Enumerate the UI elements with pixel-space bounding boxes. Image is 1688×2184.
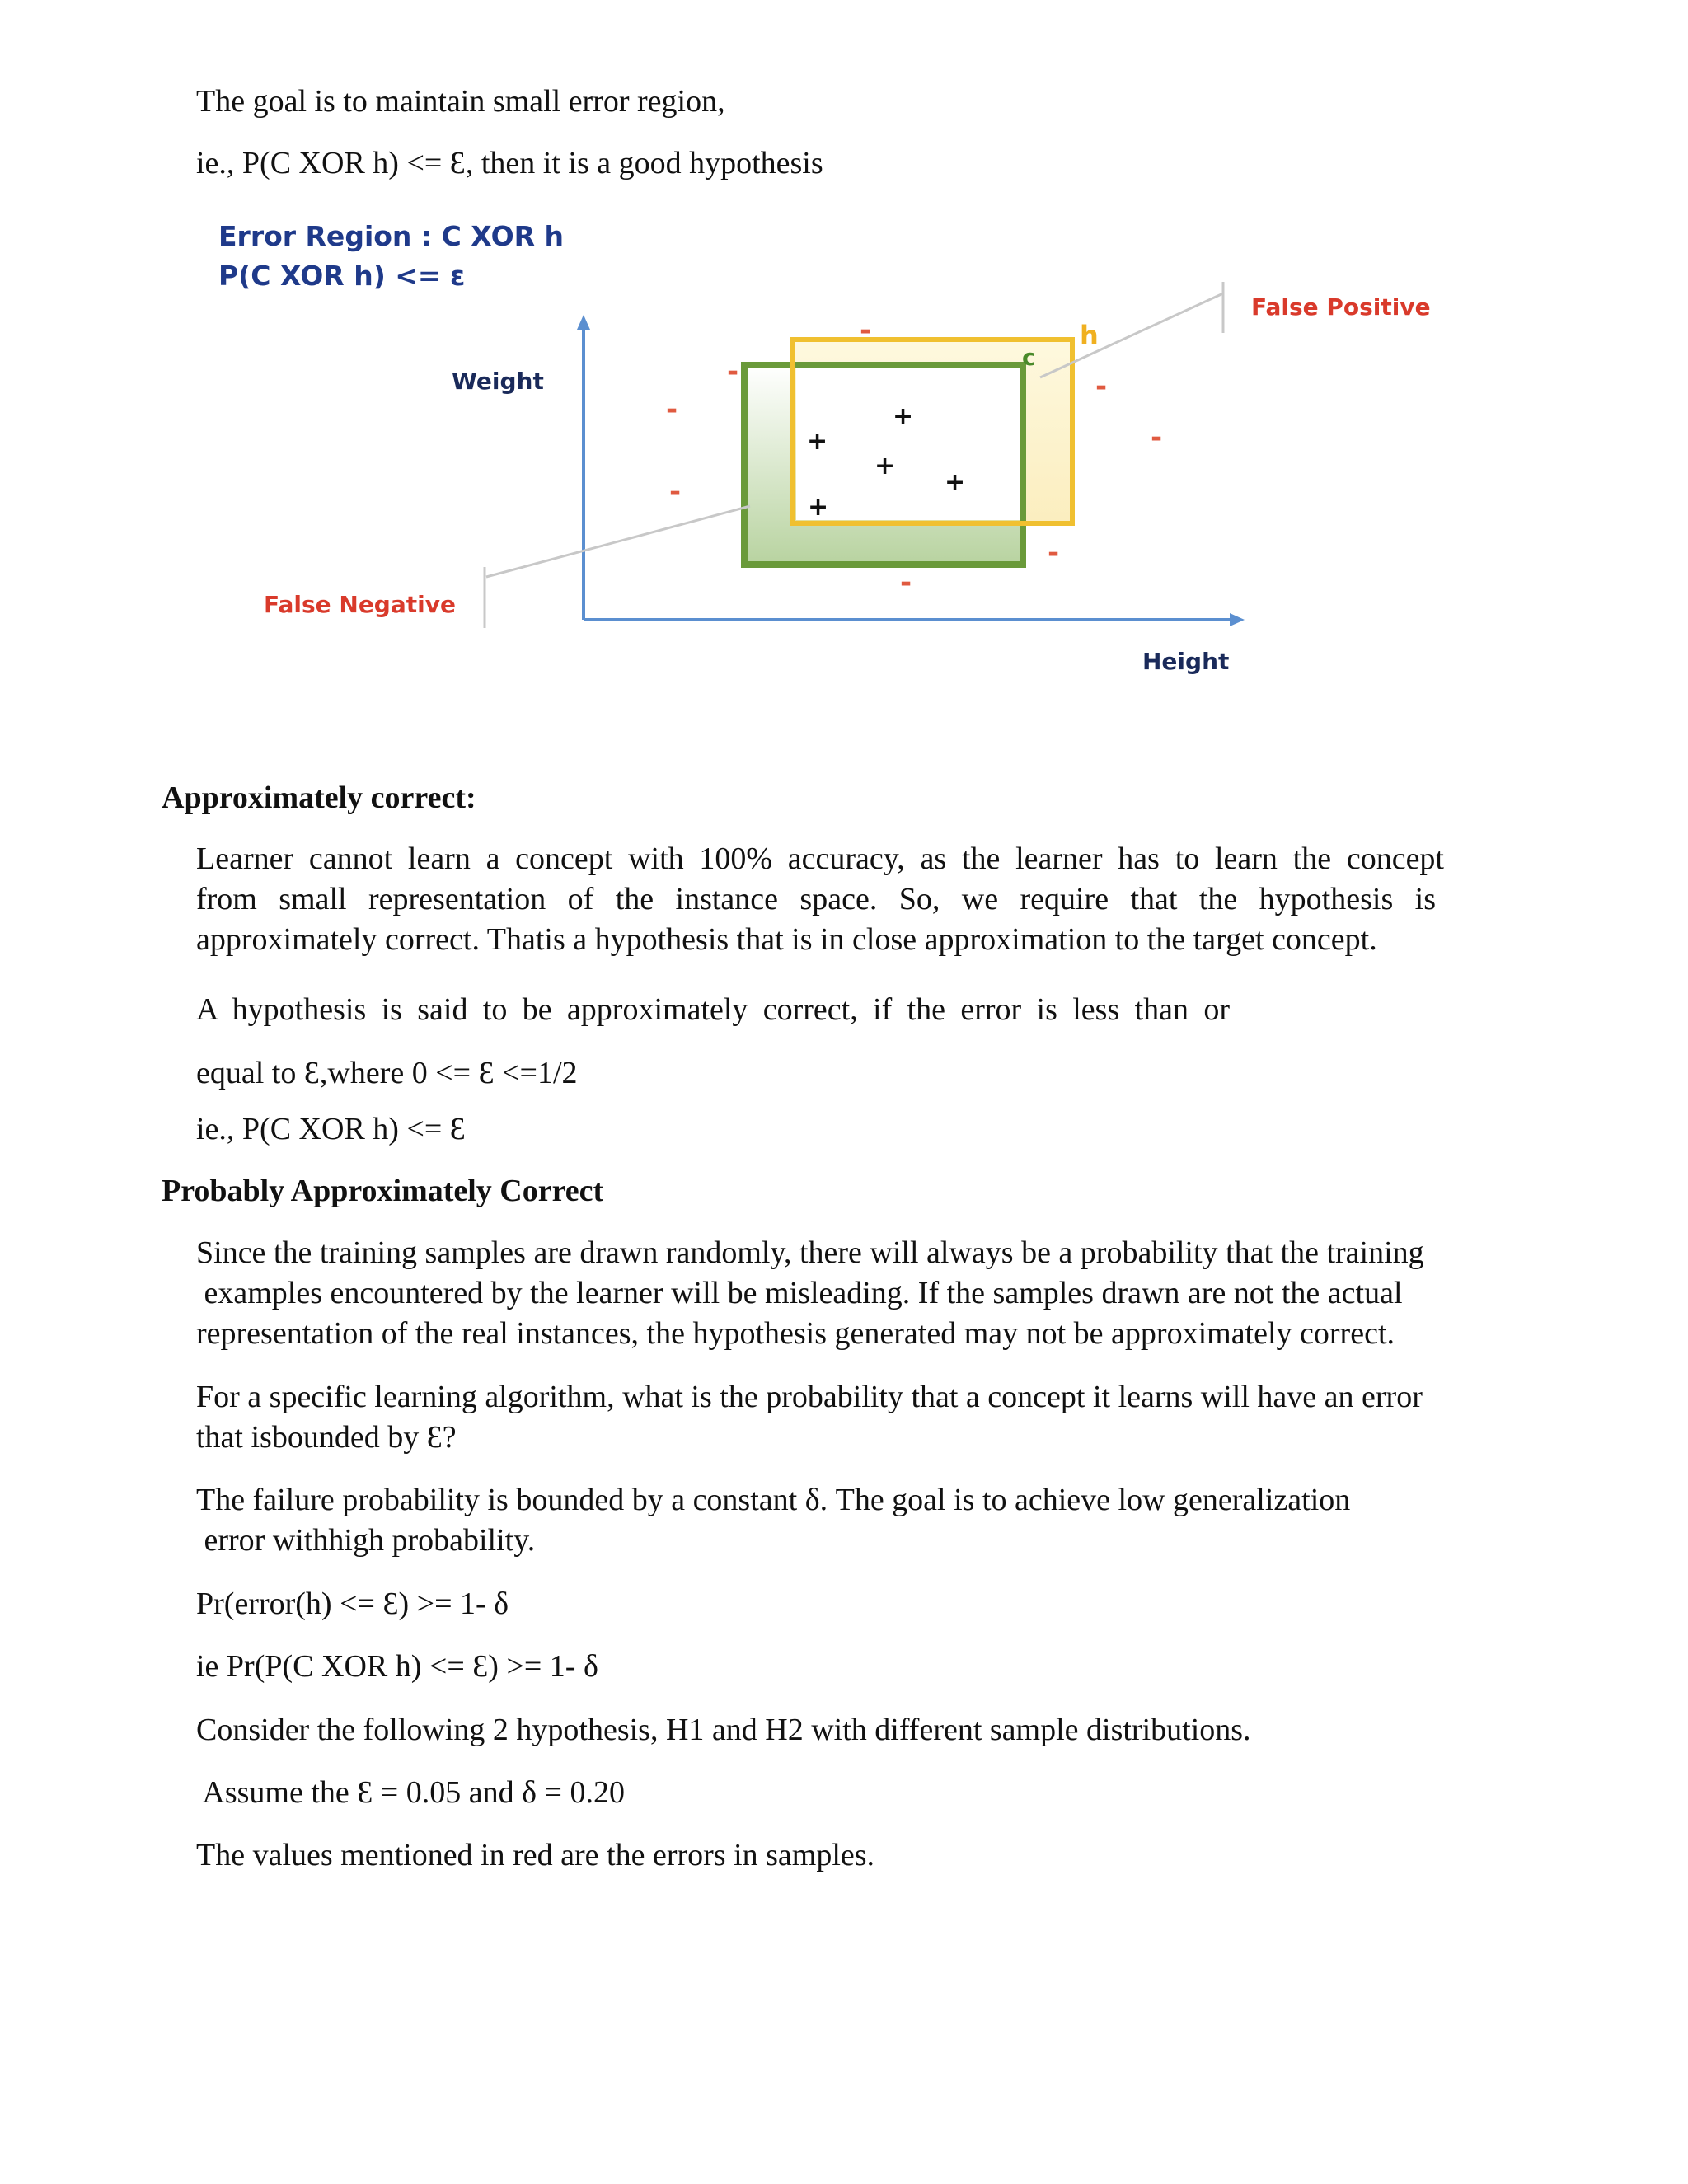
x-axis-label: Height [1142,648,1230,675]
approx-para1-line2: from small representation of the instance space. So, we require that the hypothesis is [196,882,1436,916]
figure-title-line-2: P(C XOR h) <= ε [218,260,466,292]
approx-para1-line1: Learner cannot learn a concept with 100% accuracy, as the learner has to learn the concept [196,841,1444,876]
pac-values-note: The values mentioned in red are the errors in samples. [196,1838,875,1872]
negative-sample: - [666,393,678,426]
approx-heading: Approximately correct: [162,780,476,815]
intro-line-2: ie., P(C XOR h) <= Ɛ, then it is a good hypothesis [196,146,823,180]
negative-sample: - [1095,370,1108,403]
positive-sample: + [808,493,829,522]
positive-sample: + [893,402,914,431]
false-positive-label: False Positive [1251,293,1431,321]
positive-sample: + [945,468,966,497]
pac-para2-line1: For a specific learning algorithm, what is the probability that a concept it learns will have an error [196,1380,1423,1414]
negative-sample: - [1048,537,1060,569]
negative-sample: - [669,476,682,509]
false-positive-leader [1040,293,1223,377]
y-axis-arrow-icon [577,315,590,330]
pac-assume: Assume the Ɛ = 0.05 and δ = 0.20 [196,1775,625,1810]
pac-para1-line3: representation of the real instances, the hypothesis generated may not be approximately correct. [196,1316,1395,1351]
negative-sample: - [900,566,912,599]
approx-para2-line1: A hypothesis is said to be approximately correct, if the error is less than or [196,992,1230,1027]
pac-formula-1: Pr(error(h) <= Ɛ) >= 1- δ [196,1586,509,1621]
pac-para3-line2: error withhigh probability. [196,1523,536,1558]
positive-sample: + [807,427,828,456]
error-region-figure [0,0,1688,742]
intro-line-1: The goal is to maintain small error region, [196,84,725,119]
pac-para2-line2: that isbounded by Ɛ? [196,1420,457,1455]
pac-consider: Consider the following 2 hypothesis, H1 and H2 with different sample distributions. [196,1713,1251,1747]
positive-sample: + [874,452,896,480]
approx-para2-line2: equal to Ɛ,where 0 <= Ɛ <=1/2 [196,1056,578,1090]
approx-para1-line3: approximately correct. Thatis a hypothesis that is in close approximation to the target concept. [196,922,1377,957]
approx-para2-line3: ie., P(C XOR h) <= Ɛ [196,1112,466,1146]
false-negative-label: False Negative [264,591,456,618]
overlap-region [796,368,1020,520]
y-axis-label: Weight [452,368,544,395]
pac-formula-2: ie Pr(P(C XOR h) <= Ɛ) >= 1- δ [196,1649,598,1684]
pac-para3-line1: The failure probability is bounded by a constant δ. The goal is to achieve low generalization [196,1483,1351,1517]
false-negative-leader [486,506,750,577]
pac-para1-line2: examples encountered by the learner will be misleading. If the samples drawn are not the actual [196,1276,1403,1310]
negative-sample: - [860,314,872,347]
pac-para1-line1: Since the training samples are drawn randomly, there will always be a probability that the training [196,1235,1424,1270]
hypothesis-label: h [1080,320,1099,351]
concept-label: c [1022,344,1036,371]
negative-sample: - [727,355,739,388]
figure-title-line-1: Error Region : C XOR h [218,220,565,252]
pac-heading: Probably Approximately Correct [162,1174,604,1208]
negative-sample: - [1151,421,1163,454]
x-axis-arrow-icon [1230,613,1245,626]
